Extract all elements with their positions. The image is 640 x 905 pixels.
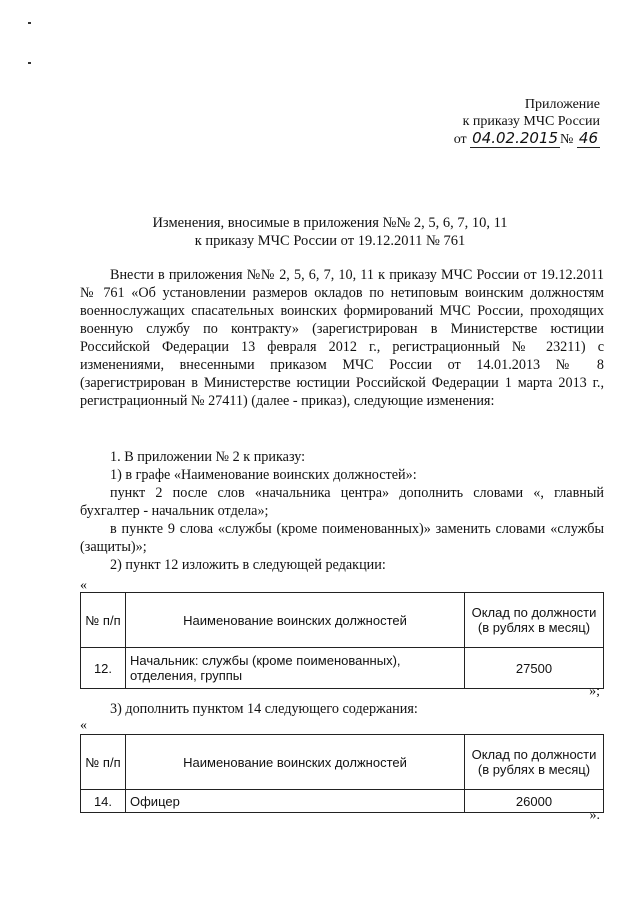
- table-header-row: [81, 735, 604, 790]
- document-title: [70, 214, 590, 250]
- appendix-date-line: [420, 130, 600, 148]
- cell-number: 14.: [81, 790, 126, 813]
- quote-open-2: «: [80, 718, 87, 733]
- cell-salary: 27500: [465, 648, 604, 689]
- item-1: 1. В приложении № 2 к приказу:: [110, 449, 306, 465]
- scan-mark-bottom: [28, 62, 31, 64]
- handwritten-number: 46: [578, 129, 598, 147]
- date-prefix: от: [453, 132, 467, 147]
- item-1-1-point-2: пункт 2 после слов «начальника центра» дополнить словами «, главный бухгалтер - начальник отдела»;: [80, 485, 604, 519]
- table-point-12: [80, 592, 604, 689]
- handwritten-date: 04.02.2015: [472, 129, 559, 147]
- item-1-3: 3) дополнить пунктом 14 следующего содержания:: [110, 701, 418, 717]
- quote-close-2: ».: [589, 808, 600, 823]
- header-position: Наименование воинских должностей: [126, 735, 465, 790]
- item-1-2: 2) пункт 12 изложить в следующей редакции:: [110, 557, 386, 573]
- intro-paragraph: Внести в приложения №№ 2, 5, 6, 7, 10, 11 к приказу МЧС России от 19.12.2011 № 761 «Об установлении размеров окладов по нетиповым воинским должностям военнослужащих спасательных воинских формирований МЧС России, проходящих военную службу по контракту» (зарегистрирован в Министерстве юстиции Российской Федерации 13 февраля 2012 г., регистрационный № 23211) с изменениями, внесенными приказом МЧС России от 14.01.2013 № 8 (зарегистрирован в Министерстве юстиции Российской Федерации 1 марта 2013 г., регистрационный № 27411) (далее - приказ), следующие изменения:: [80, 267, 604, 409]
- header-position: Наименование воинских должностей: [126, 593, 465, 648]
- cell-position: Начальник: службы (кроме поименованных), отделения, группы: [126, 648, 465, 689]
- table-row: [81, 790, 604, 813]
- appendix-order-ref: к приказу МЧС России: [462, 114, 600, 129]
- scan-mark-top: [28, 22, 31, 24]
- cell-position: Офицер: [126, 790, 465, 813]
- header-number: № п/п: [81, 593, 126, 648]
- title-line-2: к приказу МЧС России от 19.12.2011 № 761: [194, 233, 466, 249]
- item-1-1: 1) в графе «Наименование воинских должностей»:: [110, 467, 417, 483]
- item-1-1-point-9: в пункте 9 слова «службы (кроме поименованных)» заменить словами «службы (защиты)»;: [80, 521, 604, 555]
- header-salary: Оклад по должности (в рублях в месяц): [465, 593, 604, 648]
- appendix-header: [420, 96, 600, 148]
- cell-salary: 26000: [465, 790, 604, 813]
- cell-number: 12.: [81, 648, 126, 689]
- amendment-items: [80, 448, 604, 574]
- header-salary: Оклад по должности (в рублях в месяц): [465, 735, 604, 790]
- header-number: № п/п: [81, 735, 126, 790]
- table-header-row: [81, 593, 604, 648]
- appendix-label: Приложение: [524, 97, 600, 112]
- table-row: [81, 648, 604, 689]
- title-line-1: Изменения, вносимые в приложения №№ 2, 5, 6, 7, 10, 11: [152, 215, 508, 231]
- number-prefix: №: [560, 132, 574, 147]
- table-point-14: [80, 734, 604, 813]
- quote-open-1: «: [80, 578, 87, 593]
- quote-close-1: »;: [589, 684, 600, 699]
